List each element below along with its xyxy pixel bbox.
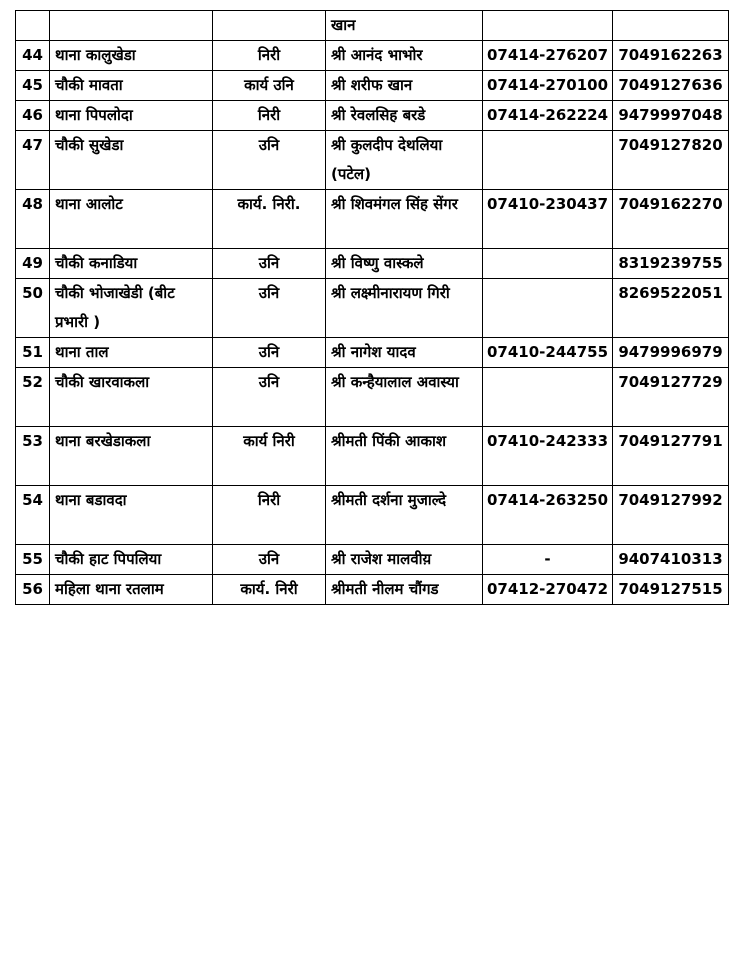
station-name: थाना पिपलोदा [50,101,213,131]
serial-number: 47 [16,131,50,190]
landline-phone [483,11,613,41]
officer-rank: निरी [213,101,326,131]
serial-number: 46 [16,101,50,131]
serial-number: 52 [16,368,50,427]
officer-name: श्री राजेश मालवीय़ [326,545,483,575]
serial-number: 48 [16,190,50,249]
station-name: थाना ताल [50,338,213,368]
serial-number: 56 [16,575,50,605]
officer-name: खान [326,11,483,41]
station-name: चौकी सुखेडा [50,131,213,190]
landline-phone: - [483,545,613,575]
mobile-number: 7049127515 [613,575,729,605]
mobile-number: 7049127992 [613,486,729,545]
mobile-number: 9479996979 [613,338,729,368]
officer-rank: कार्य उनि [213,71,326,101]
landline-phone: 07410-244755 [483,338,613,368]
landline-phone: 07414-276207 [483,41,613,71]
mobile-number: 8269522051 [613,279,729,338]
officer-rank: उनि [213,338,326,368]
mobile-number: 7049127820 [613,131,729,190]
station-name: चौकी भोजाखेडी (बीट प्रभारी ) [50,279,213,338]
officer-name: श्रीमती पिंकी आकाश [326,427,483,486]
station-name: चौकी मावता [50,71,213,101]
table-row [16,279,729,338]
mobile-number: 7049127636 [613,71,729,101]
landline-phone [483,131,613,190]
police-station-contact-table [15,10,729,605]
officer-rank: उनि [213,545,326,575]
serial-number: 45 [16,71,50,101]
officer-name: श्री विष्णु वास्कले [326,249,483,279]
officer-name: श्री कुलदीप देथलिया (पटेल) [326,131,483,190]
serial-number: 44 [16,41,50,71]
officer-name: श्री शिवमंगल सिंह सेंगर [326,190,483,249]
officer-rank: उनि [213,279,326,338]
officer-name: श्रीमती दर्शना मुजाल्दे [326,486,483,545]
officer-rank: कार्य निरी [213,427,326,486]
officer-rank: कार्य. निरी [213,575,326,605]
officer-rank: उनि [213,131,326,190]
officer-name: श्रीमती नीलम चौंगड [326,575,483,605]
landline-phone: 07414-262224 [483,101,613,131]
officer-rank: उनि [213,249,326,279]
table-row [16,131,729,190]
table-row [16,249,729,279]
officer-rank: उनि [213,368,326,427]
mobile-number: 7049162270 [613,190,729,249]
table-row [16,71,729,101]
landline-phone: 07414-263250 [483,486,613,545]
station-name: चौकी कनाडिया [50,249,213,279]
officer-rank [213,11,326,41]
station-name [50,11,213,41]
officer-name: श्री लक्ष्मीनारायण गिरी [326,279,483,338]
landline-phone [483,368,613,427]
serial-number: 53 [16,427,50,486]
table-row [16,338,729,368]
mobile-number: 8319239755 [613,249,729,279]
officer-name: श्री आनंद भाभोर [326,41,483,71]
officer-rank: निरी [213,486,326,545]
station-name: महिला थाना रतलाम [50,575,213,605]
officer-name: श्री नागेश यादव [326,338,483,368]
station-name: थाना बरखेडाकला [50,427,213,486]
mobile-number: 7049127791 [613,427,729,486]
landline-phone [483,249,613,279]
serial-number: 50 [16,279,50,338]
officer-rank: कार्य. निरी. [213,190,326,249]
station-name: थाना बडावदा [50,486,213,545]
table-row [16,545,729,575]
landline-phone: 07410-242333 [483,427,613,486]
table-row [16,486,729,545]
landline-phone [483,279,613,338]
officer-rank: निरी [213,41,326,71]
officer-name: श्री कन्हैयालाल अवास्या [326,368,483,427]
table-row [16,427,729,486]
serial-number: 54 [16,486,50,545]
station-name: चौकी खारवाकला [50,368,213,427]
officer-name: श्री शरीफ खान [326,71,483,101]
landline-phone: 07410-230437 [483,190,613,249]
serial-number: 51 [16,338,50,368]
mobile-number: 9407410313 [613,545,729,575]
mobile-number: 9479997048 [613,101,729,131]
table-row [16,41,729,71]
table-row [16,101,729,131]
station-name: थाना आलोट [50,190,213,249]
table-row [16,368,729,427]
serial-number [16,11,50,41]
serial-number: 49 [16,249,50,279]
mobile-number: 7049162263 [613,41,729,71]
table-row [16,190,729,249]
serial-number: 55 [16,545,50,575]
landline-phone: 07414-270100 [483,71,613,101]
mobile-number [613,11,729,41]
station-name: चौकी हाट पिपलिया [50,545,213,575]
mobile-number: 7049127729 [613,368,729,427]
station-name: थाना कालुखेडा [50,41,213,71]
table-row [16,575,729,605]
table-row [16,11,729,41]
landline-phone: 07412-270472 [483,575,613,605]
officer-name: श्री रेवलसिह बरडे [326,101,483,131]
